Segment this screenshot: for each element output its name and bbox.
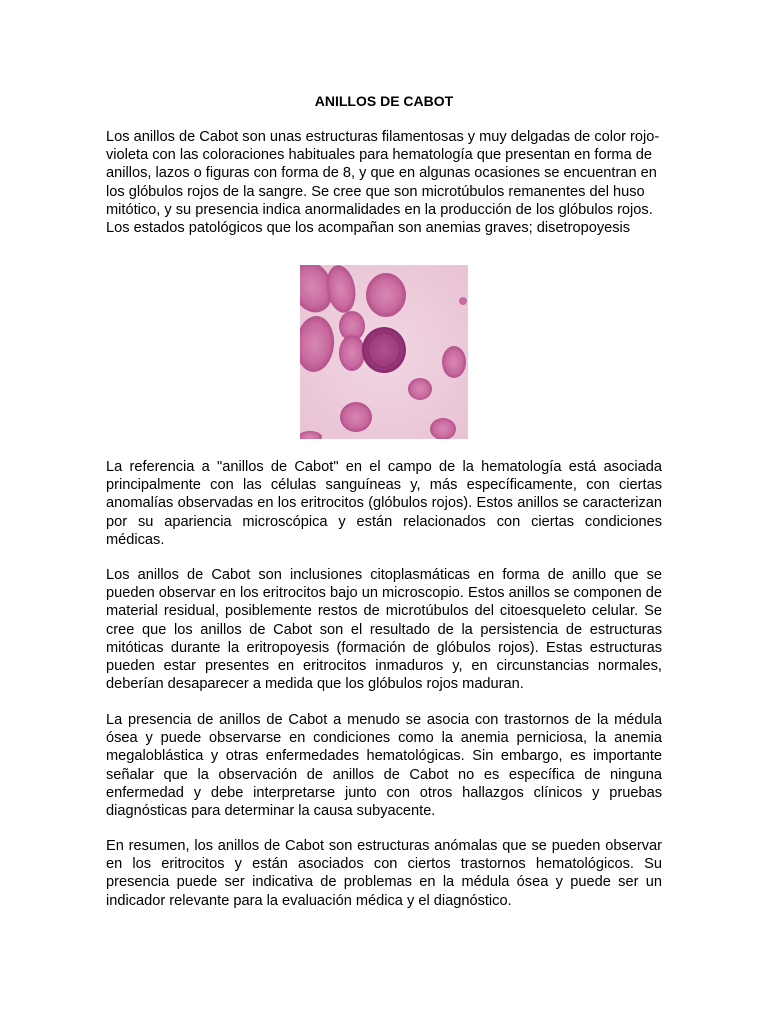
body-paragraph: Los anillos de Cabot son inclusiones citoplasmáticas en forma de anillo que se pueden observar en los eritrocitos bajo un microscopio. Estos anillos se componen de material residual, posiblemente restos de microtúbulos del citoesqueleto celular. Se cree que los anillos de Cabot son el resultado de la persistencia de estructuras mitóticas durante la eritropoyesis (formación de glóbulos rojos). Estas estructuras pueden estar presentes en eritrocitos inmaduros y, en circunstancias normales, deberían desaparecer a medida que los glóbulos rojos maduran. — [106, 567, 662, 693]
intro-paragraph: Los anillos de Cabot son unas estructuras filamentosas y muy delgadas de color rojo-violeta con las coloraciones habituales para hematología que presentan en forma de anillos, lazos o figuras con forma de 8, y que en algunas ocasiones se encuentran en los glóbulos rojos de la sangre. Se cree que son microtúbulos remanentes del huso mitótico, y su presencia indica anormalidades en la producción de los glóbulos rojos. Los estados patológicos que los acompañan son anemias graves; disetropoyesis — [106, 129, 660, 237]
document-title: ANILLOS DE CABOT — [314, 93, 454, 109]
body-paragraph: La presencia de anillos de Cabot a menudo se asocia con trastornos de la médula ósea y puede observarse en condiciones como la anemia perniciosa, la anemia megaloblástica y otras enfermedades hematológicas. Sin embargo, es importante señalar que la observación de anillos de Cabot no es específica de ninguna enfermedad y debe interpretarse junto con otros hallazgos clínicos y pruebas diagnósticas para determinar la causa subyacente. — [106, 712, 662, 820]
blood-smear-micrograph — [300, 265, 468, 439]
body-paragraph: La referencia a "anillos de Cabot" en el campo de la hematología está asociada principalmente con las células sanguíneas y, más específicamente, con ciertas anomalías observadas en los eritrocitos (glóbulos rojos). Estos anillos se caracterizan por su apariencia microscópica y están relacionados con ciertas condiciones médicas. — [106, 459, 662, 548]
body-paragraph: En resumen, los anillos de Cabot son estructuras anómalas que se pueden observar en los eritrocitos y están asociados con ciertos trastornos hematológicos. Su presencia puede ser indicativa de problemas en la médula ósea y puede ser un indicador relevante para la evaluación médica y el diagnóstico. — [106, 838, 662, 909]
